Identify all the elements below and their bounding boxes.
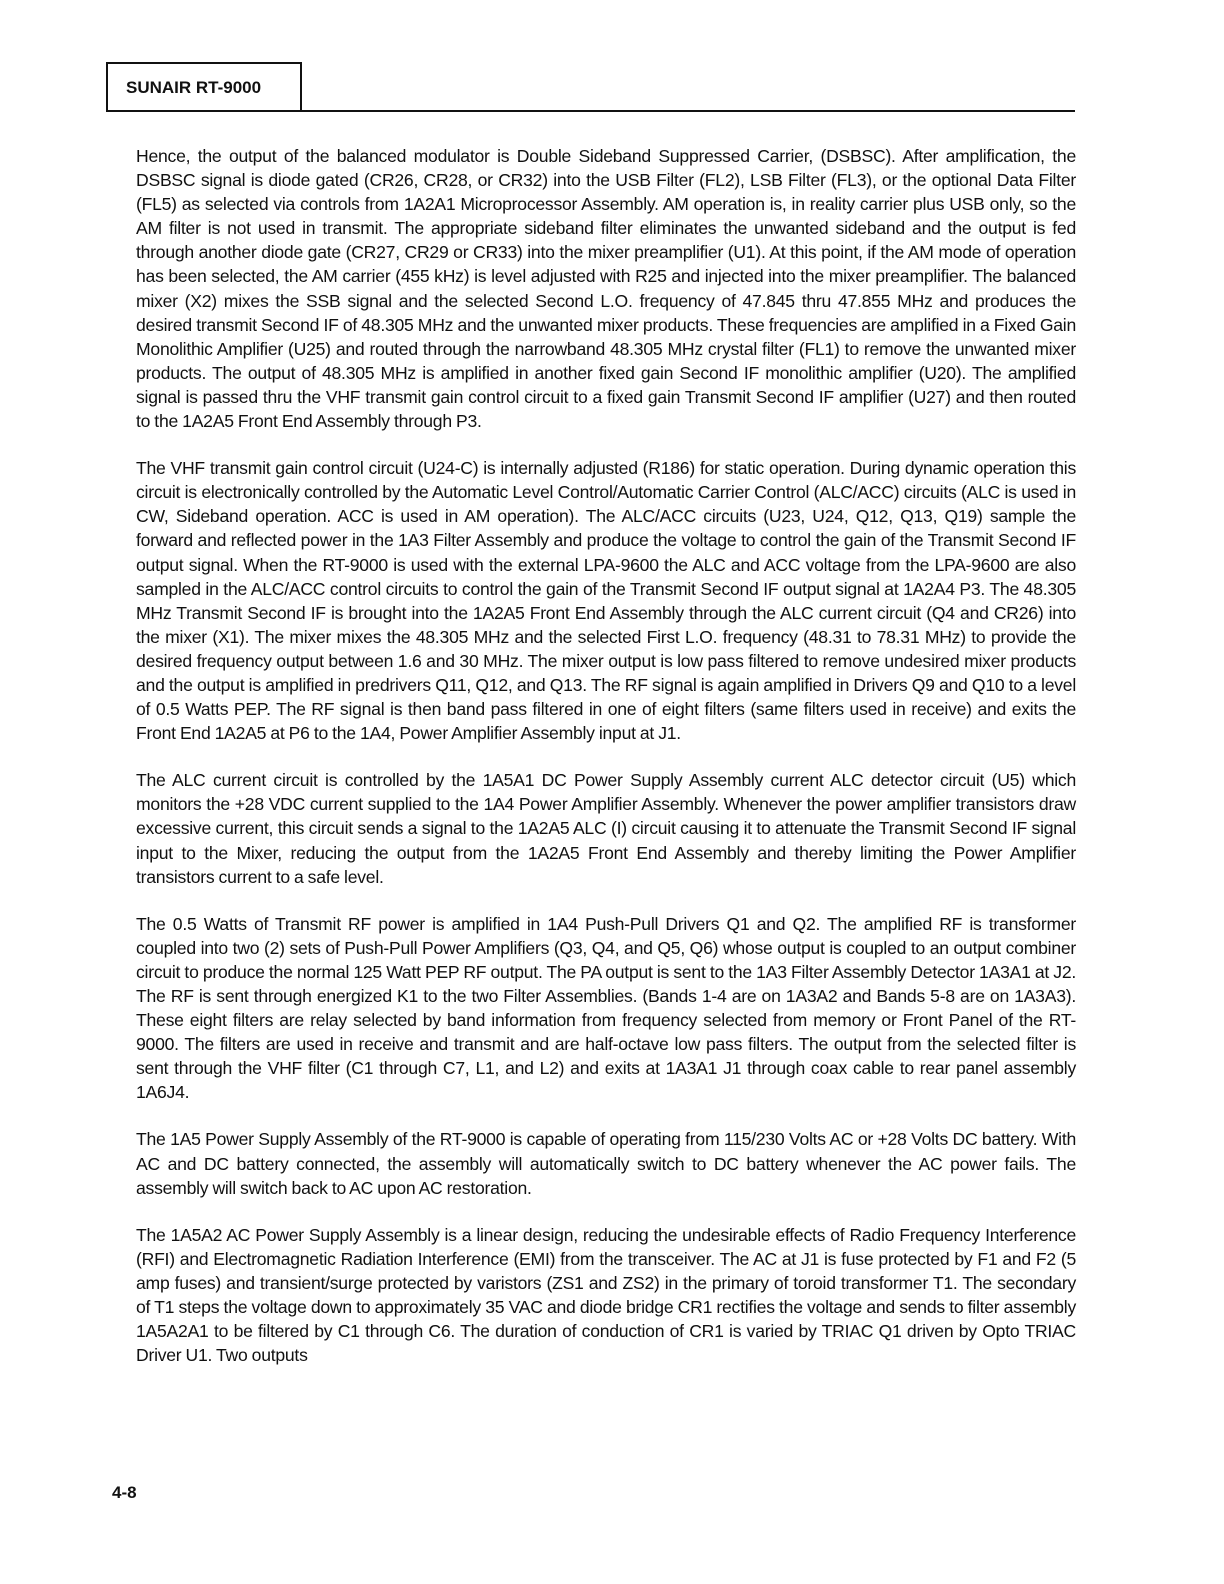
header-box (106, 62, 302, 112)
paragraph-5: The 1A5 Power Supply Assembly of the RT-9000 is capable of operating from 115/230 Volts AC or +28 Volts DC battery. With AC and DC battery connected, the assembly will automatically switch to DC battery whenever the AC power fails. The assembly will switch back to AC upon AC restoration. (136, 1129, 1076, 1198)
paragraph-3: The ALC current circuit is controlled by the 1A5A1 DC Power Supply Assembly current ALC detector circuit (U5) which monitors the +28 VDC current supplied to the 1A4 Power Amplifier Assembly. Whenever the power amplifier transistors draw excessive current, this circuit sends a signal to the 1A2A5 ALC (I) circuit causing it to attenuate the Transmit Second IF signal input to the Mixer, reducing the output from the 1A2A5 Front End Assembly and thereby limiting the Power Amplifier transistors current to a safe level. (136, 770, 1076, 887)
page-number: 4-8 (112, 1483, 137, 1502)
header-rule (106, 110, 1075, 112)
document-title: SUNAIR RT-9000 (126, 78, 262, 97)
paragraph-4: The 0.5 Watts of Transmit RF power is amplified in 1A4 Push-Pull Drivers Q1 and Q2. The amplified RF is transformer coupled into two (2) sets of Push-Pull Power Amplifiers (Q3, Q4, and Q5, Q6) whose output is coupled to an output combiner circuit to produce the normal 125 Watt PEP RF output. The PA output is sent to the 1A3 Filter Assembly Detector 1A3A1 at J2. The RF is sent through energized K1 to the two Filter Assemblies. (Bands 1-4 are on 1A3A2 and Bands 5-8 are on 1A3A3). These eight filters are relay selected by band information from frequency selected from memory or Front Panel of the RT-9000. The filters are used in receive and transmit and are half-octave low pass filters. The output from the selected filter is sent through the VHF filter (C1 through C7, L1, and L2) and exits at 1A3A1 J1 through coax cable to rear panel assembly 1A6J4. (136, 913, 1076, 1103)
paragraph-1: Hence, the output of the balanced modulator is Double Sideband Suppressed Carrier, (DSBSC). After amplification, the DSBSC signal is diode gated (CR26, CR28, or CR32) into the USB Filter (FL2), LSB Filter (FL3), or the optional Data Filter (FL5) as selected via controls from 1A2A1 Microprocessor Assembly. AM operation is, in reality carrier plus USB only, so the AM filter is not used in transmit. The appropriate sideband filter eliminates the unwanted sideband and the output is fed through another diode gate (CR27, CR29 or CR33) into the mixer preamplifier (U1). At this point, if the AM mode of operation has been selected, the AM carrier (455 kHz) is level adjusted with R25 and injected into the mixer preamplifier. The balanced mixer (X2) mixes the SSB signal and the selected Second L.O. frequency of 47.845 thru 47.855 MHz and produces the desired transmit Second IF of 48.305 MHz and the unwanted mixer products. These frequencies are amplified in a Fixed Gain Monolithic Amplifier (U25) and routed through the narrowband 48.305 MHz crystal filter (FL1) to remove the unwanted mixer products. The output of 48.305 MHz is amplified in another fixed gain Second IF monolithic amplifier (U20). The amplified signal is passed thru the VHF transmit gain control circuit to a fixed gain Transmit Second IF amplifier (U27) and then routed to the 1A2A5 Front End Assembly through P3. (136, 146, 1076, 432)
body-text (136, 144, 1076, 1390)
paragraph-2: The VHF transmit gain control circuit (U24-C) is internally adjusted (R186) for static operation. During dynamic operation this circuit is electronically controlled by the Automatic Level Control/Automatic Carrier Control (ALC/ACC) circuits (ALC is used in CW, Sideband operation. ACC is used in AM operation). The ALC/ACC circuits (U23, U24, Q12, Q13, Q19) sample the forward and reflected power in the 1A3 Filter Assembly and produce the voltage to control the gain of the Transmit Second IF output signal. When the RT-9000 is used with the external LPA-9600 the ALC and ACC voltage from the LPA-9600 are also sampled in the ALC/ACC control circuits to control the gain of the Transmit Second IF output signal at 1A2A4 P3. The 48.305 MHz Transmit Second IF is brought into the 1A2A5 Front End Assembly through the ALC current circuit (Q4 and CR26) into the mixer (X1). The mixer mixes the 48.305 MHz and the selected First L.O. frequency (48.31 to 78.31 MHz) to provide the desired frequency output between 1.6 and 30 MHz. The mixer output is low pass filtered to remove undesired mixer products and the output is amplified in predrivers Q11, Q12, and Q13. The RF signal is again amplified in Drivers Q9 and Q10 to a level of 0.5 Watts PEP. The RF signal is then band pass filtered in one of eight filters (same filters used in receive) and exits the Front End 1A2A5 at P6 to the 1A4, Power Amplifier Assembly input at J1. (136, 458, 1076, 744)
paragraph-6: The 1A5A2 AC Power Supply Assembly is a linear design, reducing the undesirable effects of Radio Frequency Interference (RFI) and Electromagnetic Radiation Interference (EMI) from the transceiver. The AC at J1 is fuse protected by F1 and F2 (5 amp fuses) and transient/surge protected by varistors (ZS1 and ZS2) in the primary of toroid transformer T1. The secondary of T1 steps the voltage down to approximately 35 VAC and diode bridge CR1 rectifies the voltage and sends to filter assembly 1A5A2A1 to be filtered by C1 through C6. The duration of conduction of CR1 is varied by TRIAC Q1 driven by Opto TRIAC Driver U1. Two outputs (136, 1224, 1076, 1366)
